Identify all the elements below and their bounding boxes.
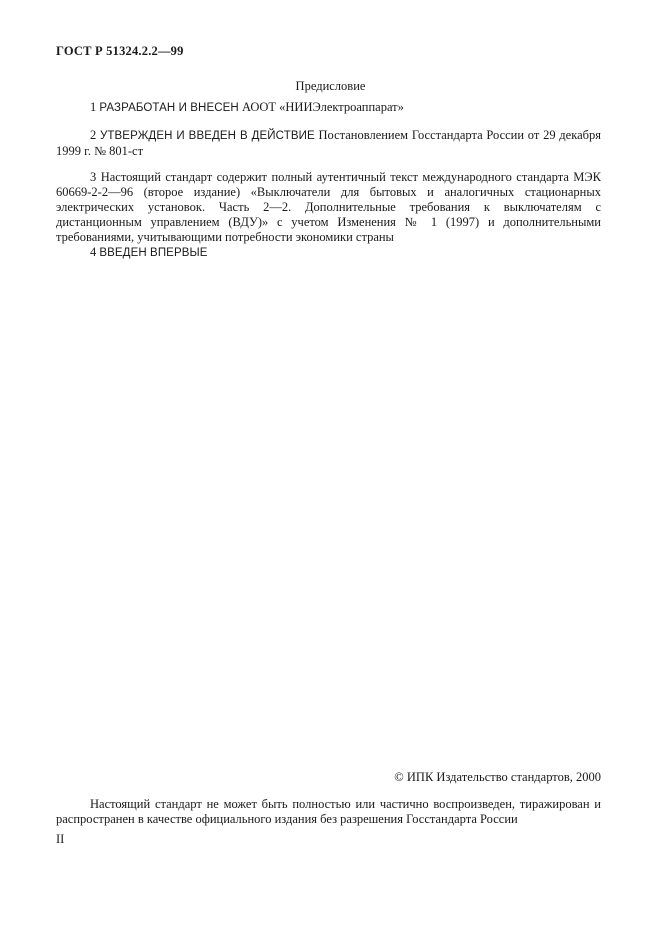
preface-item-2 — [56, 128, 601, 159]
section-title: Предисловие — [295, 79, 366, 93]
item-text: Постановлением Госстандарта России от 29 декабря 1999 г. № 801-ст — [56, 128, 602, 158]
page-number: II — [56, 832, 65, 846]
preface-item-1 — [56, 100, 601, 116]
item-number: 2 — [90, 128, 97, 142]
item-caps: ВВЕДЕН ВПЕРВЫЕ — [99, 247, 208, 259]
notice-text: Настоящий стандарт не может быть полностью или частично воспроизведен, тиражирован и распространен в качестве официального издания без разрешения Госстандарта России — [56, 797, 601, 826]
preface-item-4 — [56, 245, 601, 261]
document-header: ГОСТ Р 51324.2.2—99 — [56, 44, 184, 58]
item-number: 4 — [90, 245, 97, 259]
item-text: АООТ «НИИЭлектроаппарат» — [241, 100, 404, 114]
preface-item-3 — [56, 170, 601, 245]
copyright: © ИПК Издательство стандартов, 2000 — [394, 770, 601, 784]
item-caps: УТВЕРЖДЕН И ВВЕДЕН В ДЕЙСТВИЕ — [100, 130, 315, 142]
reproduction-notice — [56, 797, 601, 827]
item-number: 1 — [90, 100, 97, 114]
item-caps: РАЗРАБОТАН И ВНЕСЕН — [99, 102, 239, 114]
item-number: 3 — [90, 170, 97, 184]
item-text: Настоящий стандарт содержит полный аутентичный текст международного стандарта МЭК 60669-2-2—96 (второе издание) «Выключатели для бытовых и аналогичных стационарных электрических установок. Часть 2—2. Дополнительные требования к выключателям с дистанционным управлением (ВДУ)» с учетом Изменения № 1 (1997) и дополнительными требованиями, учитывающими потребности экономики страны — [56, 170, 602, 244]
